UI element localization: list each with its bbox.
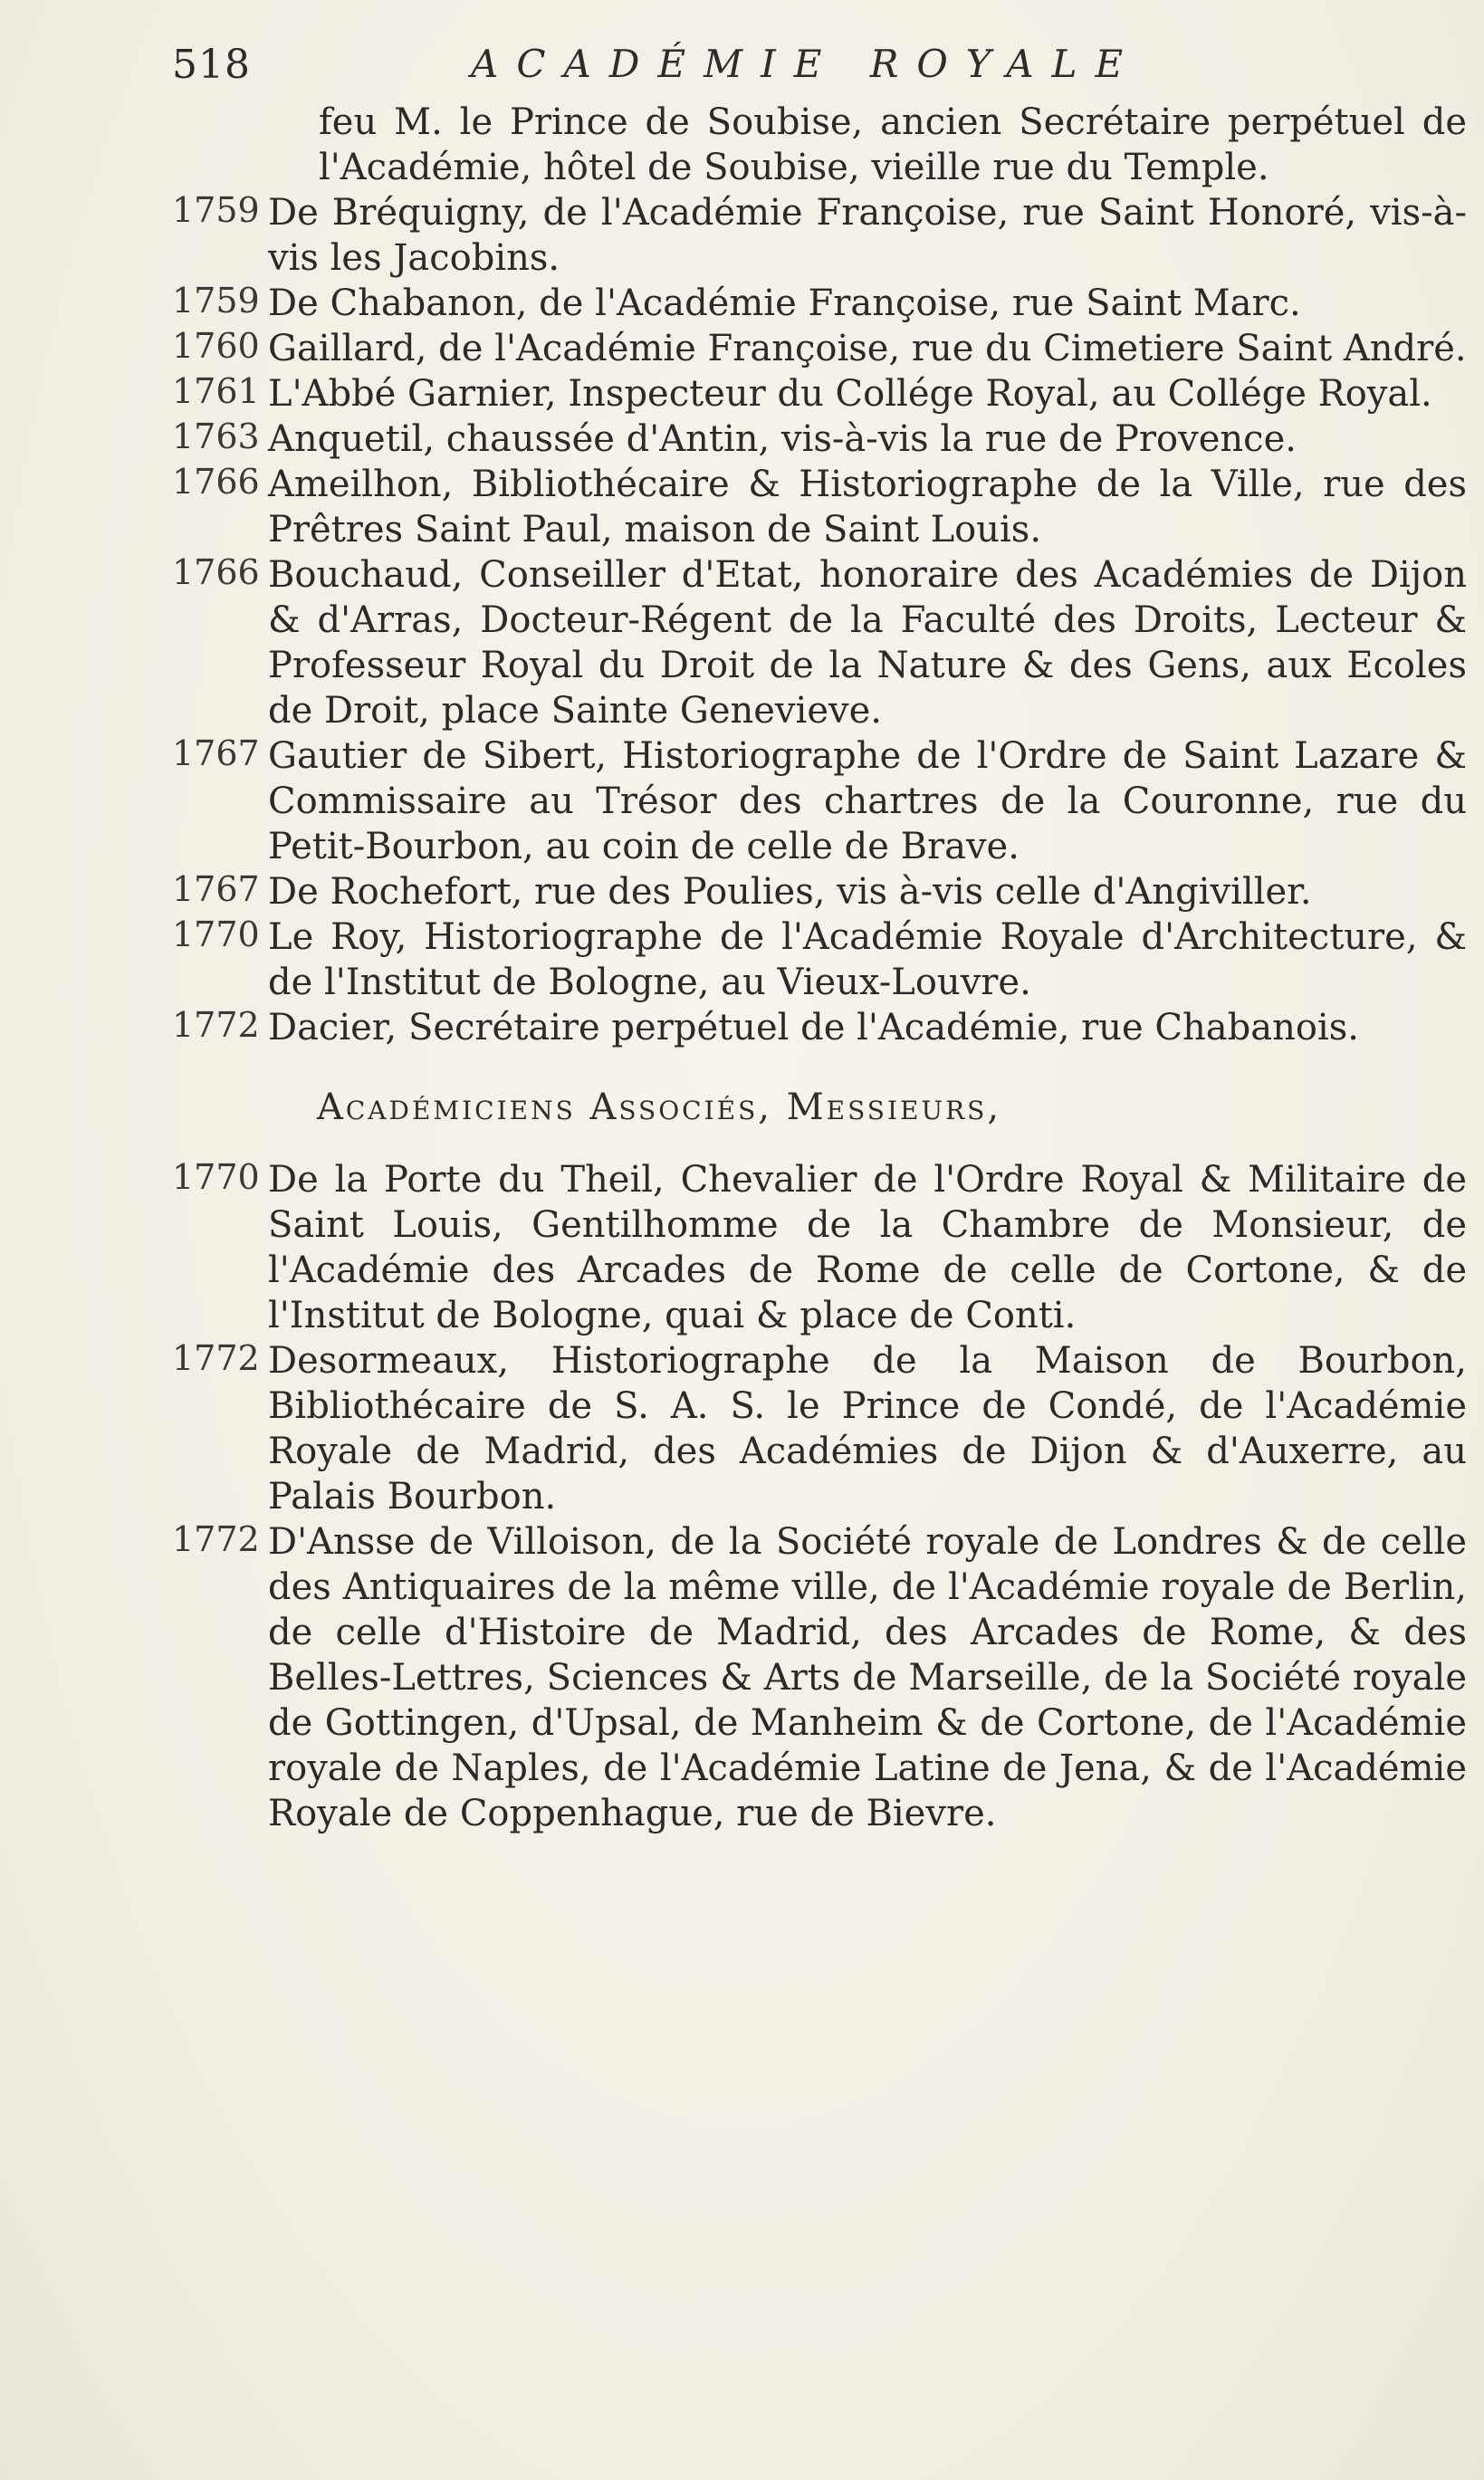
entry-year: 1761 [172, 371, 260, 411]
list-item [172, 190, 1467, 281]
entry-text: Bouchaud, Conseiller d'Etat, honoraire des Académies de Dijon & d'Arras, Docteur-Régent de la Faculté des Droits, Lecteur & Professeur Royal du Droit de la Nature & des Gens, aux Ecoles de Droit, place Sainte Genevieve. [268, 554, 1467, 732]
entry-year: 1772 [172, 1519, 260, 1559]
entry-year: 1770 [172, 914, 260, 954]
entry-year: 1772 [172, 1338, 260, 1378]
entry-year: 1770 [172, 1157, 260, 1197]
entry-year: 1760 [172, 326, 260, 366]
entry-text: L'Abbé Garnier, Inspecteur du Collége Royal, au Collége Royal. [268, 373, 1432, 415]
entry-text: Desormeaux, Historiographe de la Maison de Bourbon, Bibliothécaire de S. A. S. le Prince de Condé, de l'Académie Royale de Madrid, des Académies de Dijon & d'Auxerre, au Palais Bourbon. [268, 1340, 1467, 1518]
entry-year: 1767 [172, 733, 260, 773]
list-item [172, 1005, 1467, 1050]
page-header [172, 42, 1484, 96]
list-item [172, 1338, 1467, 1519]
entry-text: Anquetil, chaussée d'Antin, vis-à-vis la rue de Provence. [268, 418, 1297, 460]
entry-text: Gautier de Sibert, Historiographe de l'Ordre de Saint Lazare & Commissaire au Trésor des chartres de la Couronne, rue du Petit-Bourbon, au coin de celle de Brave. [268, 735, 1467, 867]
entry-year: 1766 [172, 462, 260, 502]
entry-text: De la Porte du Theil, Chevalier de l'Ordre Royal & Militaire de Saint Louis, Gentilhomme de la Chambre de Monsieur, de l'Académie des Arcades de Rome de celle de Cortone, & de l'Institut de Bologne, quai & place de Conti. [268, 1159, 1467, 1336]
list-item [172, 462, 1467, 552]
entry-text: D'Ansse de Villoison, de la Société royale de Londres & de celle des Antiquaires de la même ville, de l'Académie royale de Berlin, de celle d'Histoire de Madrid, des Arcades de Rome, & des Belles-Lettres, Sciences & Arts de Marseille, de la Société royale de Gottingen, d'Upsal, de Manheim & de Cortone, de l'Académie royale de Naples, de l'Académie Latine de Jena, & de l'Académie Royale de Coppenhague, rue de Bievre. [268, 1521, 1467, 1834]
entry-year: 1766 [172, 552, 260, 592]
entry-text: De Chabanon, de l'Académie Françoise, rue Saint Marc. [268, 282, 1301, 324]
entry-text: Gaillard, de l'Académie Françoise, rue du Cimetiere Saint André. [268, 328, 1467, 369]
list-item [172, 1157, 1467, 1338]
entry-text: Dacier, Secrétaire perpétuel de l'Académie, rue Chabanois. [268, 1007, 1359, 1048]
list-item [172, 914, 1467, 1005]
entry-year: 1759 [172, 190, 260, 230]
list-item [172, 371, 1467, 417]
page-number: 518 [172, 42, 251, 88]
entry-text: Le Roy, Historiographe de l'Académie Royale d'Architecture, & de l'Institut de Bologne, au Vieux-Louvre. [268, 916, 1467, 1003]
entry-text: Ameilhon, Bibliothécaire & Historiographe de la Ville, rue des Prêtres Saint Paul, maison de Saint Louis. [268, 464, 1467, 551]
list-item [172, 552, 1467, 733]
running-title: ACADÉMIE ROYALE [471, 42, 1142, 86]
list-item [172, 1519, 1467, 1836]
entry-text: De Rochefort, rue des Poulies, vis à-vis celle d'Angiviller. [268, 871, 1312, 913]
list-item [172, 417, 1467, 462]
entry-year: 1759 [172, 281, 260, 321]
list-item [172, 326, 1467, 371]
entry-text: feu M. le Prince de Soubise, ancien Secrétaire perpétuel de l'Académie, hôtel de Soubise, vieille rue du Temple. [319, 101, 1467, 188]
list-item [172, 100, 1467, 190]
list-item [172, 733, 1467, 869]
member-list [172, 100, 1467, 1836]
entry-year: 1767 [172, 869, 260, 909]
entry-year: 1763 [172, 417, 260, 456]
entry-text: De Bréquigny, de l'Académie Françoise, rue Saint Honoré, vis-à-vis les Jacobins. [268, 192, 1467, 279]
section-heading: Académiciens Associés, Messieurs, [317, 1087, 1002, 1128]
entry-year: 1772 [172, 1005, 260, 1045]
list-item [172, 281, 1467, 326]
list-item [172, 869, 1467, 914]
